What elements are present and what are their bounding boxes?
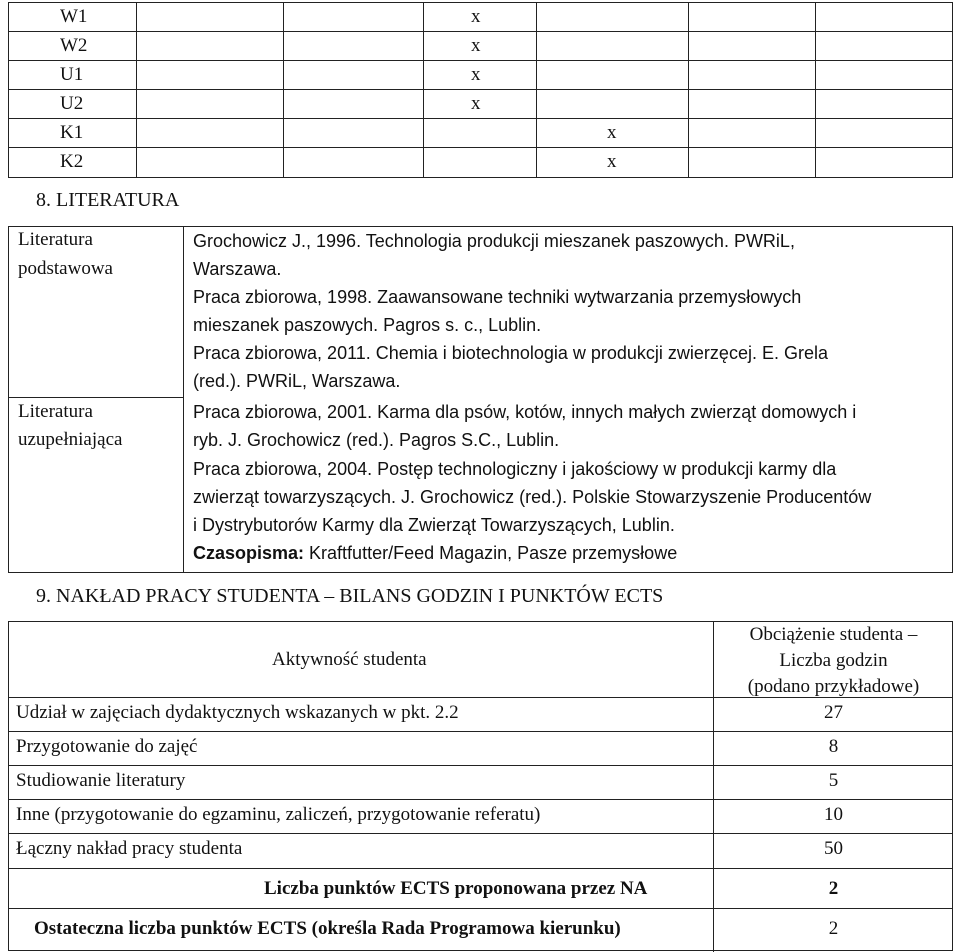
basic-literature-label: podstawowa bbox=[18, 258, 113, 279]
journals-label: Czasopisma: bbox=[193, 543, 305, 563]
col-header-load: Liczba godzin bbox=[779, 650, 888, 671]
row-divider bbox=[8, 60, 953, 61]
effect-code: K1 bbox=[60, 122, 84, 143]
col-divider bbox=[183, 226, 184, 573]
ects-final-label: Ostateczna liczba punktów ECTS (określa Rada Programowa kierunku) bbox=[34, 918, 621, 939]
supplementary-literature-label: Literatura bbox=[18, 401, 93, 422]
reference-line: Warszawa. bbox=[193, 259, 282, 279]
row-divider bbox=[8, 765, 953, 766]
ects-proposed-value: 2 bbox=[828, 878, 839, 899]
activity-hours: 10 bbox=[824, 804, 843, 825]
col-header-activity: Aktywność studenta bbox=[272, 649, 427, 670]
journals-line bbox=[193, 543, 677, 564]
reference-line: Praca zbiorowa, 2004. Postęp technologiczny i jakościowy w produkcji karmy dla bbox=[193, 459, 837, 479]
effect-code: U2 bbox=[60, 93, 84, 114]
reference-line: ryb. J. Grochowicz (red.). Pagros S.C., Lublin. bbox=[193, 430, 560, 450]
row-divider bbox=[8, 908, 953, 909]
activity-label: Udział w zajęciach dydaktycznych wskazanych w pkt. 2.2 bbox=[16, 702, 459, 723]
activity-label: Studiowanie literatury bbox=[16, 770, 186, 791]
effect-mark: x bbox=[471, 35, 481, 56]
row-divider bbox=[8, 833, 953, 834]
col-header-load: (podano przykładowe) bbox=[747, 676, 920, 697]
reference-line: (red.). PWRiL, Warszawa. bbox=[193, 371, 401, 391]
section-9-heading: 9. NAKŁAD PRACY STUDENTA – BILANS GODZIN I PUNKTÓW ECTS bbox=[36, 585, 664, 607]
activity-label: Przygotowanie do zajęć bbox=[16, 736, 198, 757]
row-divider bbox=[8, 397, 184, 398]
activity-label: Inne (przygotowanie do egzaminu, zaliczeń, przygotowanie referatu) bbox=[16, 804, 541, 825]
activity-label: Łączny nakład pracy studenta bbox=[16, 838, 243, 859]
effect-mark: x bbox=[471, 93, 481, 114]
row-divider bbox=[8, 118, 953, 119]
col-divider bbox=[283, 2, 284, 178]
section-8-heading: 8. LITERATURA bbox=[36, 189, 180, 211]
col-divider bbox=[688, 2, 689, 178]
effects-table-frame bbox=[8, 2, 953, 178]
activity-hours: 8 bbox=[828, 736, 839, 757]
col-divider bbox=[536, 2, 537, 178]
col-divider bbox=[815, 2, 816, 178]
row-divider bbox=[8, 731, 953, 732]
row-divider bbox=[8, 147, 953, 148]
reference-line: Grochowicz J., 1996. Technologia produkcji mieszanek paszowych. PWRiL, bbox=[193, 231, 795, 251]
col-divider bbox=[136, 2, 137, 178]
reference-line: Praca zbiorowa, 2001. Karma dla psów, kotów, innych małych zwierząt domowych i bbox=[193, 402, 857, 422]
reference-line: mieszanek paszowych. Pagros s. c., Lublin. bbox=[193, 315, 542, 335]
activity-hours: 50 bbox=[824, 838, 843, 859]
basic-literature-label: Literatura bbox=[18, 229, 93, 250]
row-divider bbox=[8, 799, 953, 800]
activity-hours: 5 bbox=[828, 770, 839, 791]
col-header-load: Obciążenie studenta – bbox=[749, 624, 918, 645]
journals-value: Kraftfutter/Feed Magazin, Pasze przemysłowe bbox=[304, 543, 678, 563]
effect-mark: x bbox=[607, 122, 617, 143]
effect-code: W2 bbox=[60, 35, 88, 56]
effect-mark: x bbox=[471, 6, 481, 27]
effect-mark: x bbox=[471, 64, 481, 85]
ects-final-value: 2 bbox=[828, 918, 839, 939]
supplementary-literature-label: uzupełniająca bbox=[18, 429, 123, 450]
col-divider bbox=[423, 2, 424, 178]
row-divider bbox=[8, 31, 953, 32]
reference-line: Praca zbiorowa, 1998. Zaawansowane techniki wytwarzania przemysłowych bbox=[193, 287, 802, 307]
reference-line: Praca zbiorowa, 2011. Chemia i biotechnologia w produkcji zwierzęcej. E. Grela bbox=[193, 343, 828, 363]
effect-mark: x bbox=[607, 151, 617, 172]
activity-hours: 27 bbox=[824, 702, 843, 723]
effect-code: K2 bbox=[60, 151, 84, 172]
reference-line: i Dystrybutorów Karmy dla Zwierząt Towarzyszących, Lublin. bbox=[193, 515, 675, 535]
effect-code: W1 bbox=[60, 6, 88, 27]
effect-code: U1 bbox=[60, 64, 84, 85]
ects-proposed-label: Liczba punktów ECTS proponowana przez NA bbox=[264, 878, 648, 899]
row-divider bbox=[8, 89, 953, 90]
reference-line: zwierząt towarzyszących. J. Grochowicz (red.). Polskie Stowarzyszenie Producentów bbox=[193, 487, 872, 507]
